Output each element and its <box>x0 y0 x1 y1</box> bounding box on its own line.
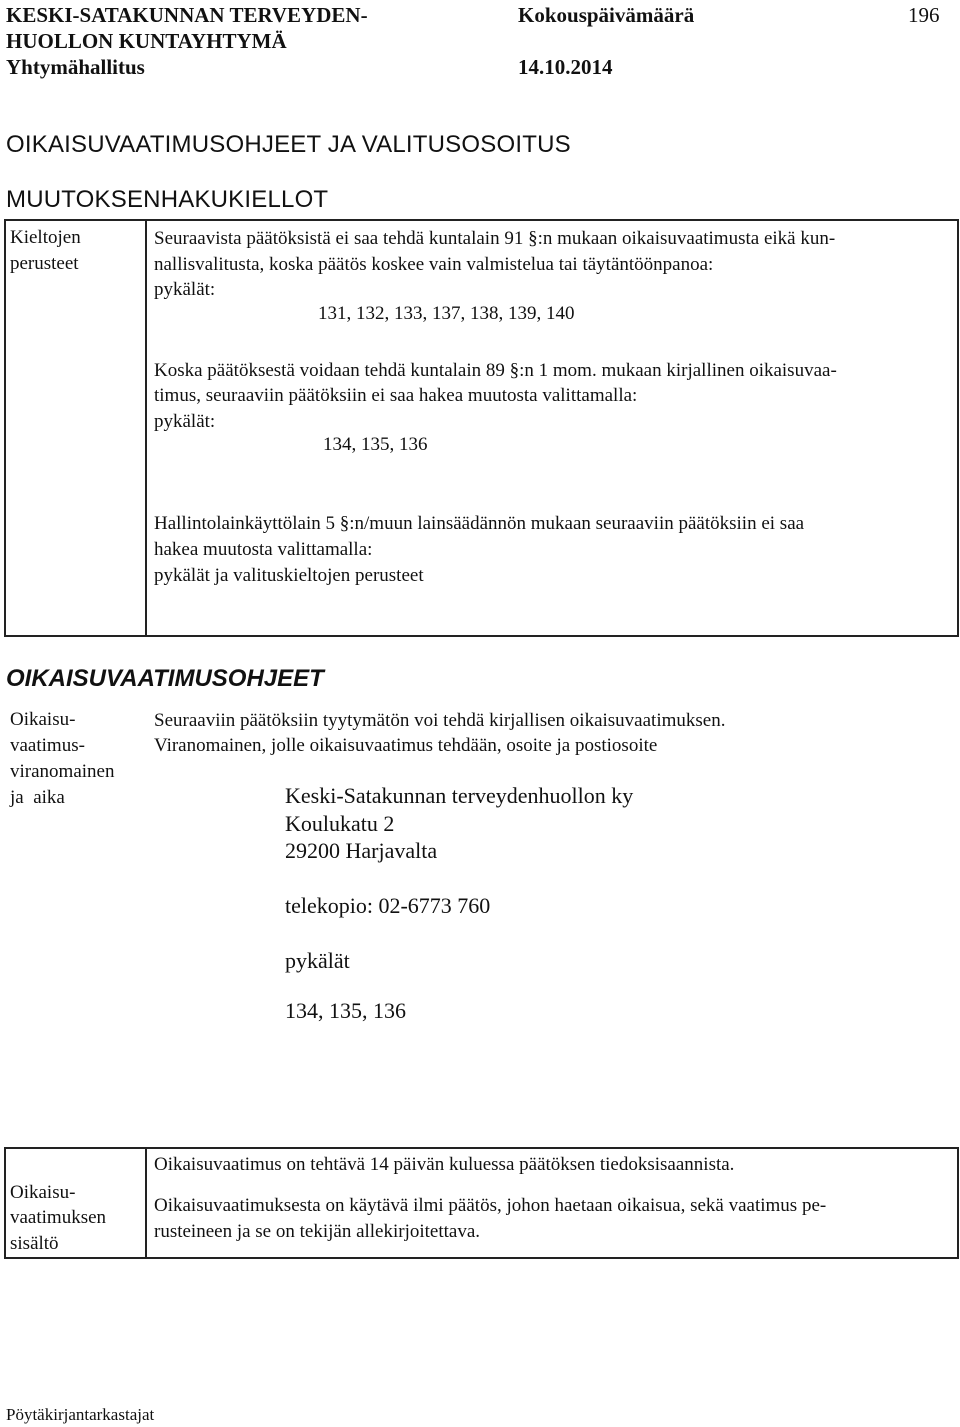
label-viranomainen: viranomainen <box>10 761 115 782</box>
address-postal: 29200 Harjavalta <box>285 838 438 863</box>
main-title: OIKAISUVAATIMUSOHJEET JA VALITUSOSOITUS <box>6 131 571 158</box>
label-kieltojen: Kieltojen <box>10 227 81 248</box>
restriction-p3-line3: pykälät ja valituskieltojen perusteet <box>154 565 424 586</box>
authority-p1-line1: Seuraaviin päätöksiin tyytymätön voi tehdä kirjallisen oikaisuvaatimuksen. <box>154 710 726 731</box>
content-p1: Oikaisuvaatimus on tehtävä 14 päivän kuluessa päätöksen tiedoksisaannista. <box>154 1154 735 1175</box>
page-number: 196 <box>908 3 940 27</box>
authority-pykalat: pykälät <box>285 948 350 973</box>
label-oikaisu: Oikaisu- <box>10 709 76 730</box>
restriction-p2-line1: Koska päätöksestä voidaan tehdä kuntalain 89 §:n 1 mom. mukaan kirjallinen oikaisuvaa- <box>154 360 837 381</box>
restriction-p2-line2: timus, seuraaviin päätöksiin ei saa hakea muutosta valittamalla: <box>154 385 638 406</box>
restrictions-box <box>4 219 959 637</box>
restriction-p1-pykalat: pykälät: <box>154 279 216 300</box>
restriction-p1-line1: Seuraavista päätöksistä ei saa tehdä kuntalain 91 §:n mukaan oikaisuvaatimusta eikä kun- <box>154 228 836 249</box>
org-name-line2: HUOLLON KUNTAYHTYMÄ <box>6 29 287 53</box>
content-p2-line1: Oikaisuvaatimuksesta on käytävä ilmi päätös, johon haetaan oikaisua, sekä vaatimus pe- <box>154 1195 827 1216</box>
restriction-p1-numbers: 131, 132, 133, 137, 138, 139, 140 <box>318 303 575 324</box>
content-p2-line2: rusteineen ja se on tekijän allekirjoitettava. <box>154 1221 481 1242</box>
column-divider <box>145 219 147 637</box>
restriction-p2-pykalat: pykälät: <box>154 411 216 432</box>
address-name: Keski-Satakunnan terveydenhuollon ky <box>285 783 634 808</box>
restriction-p3-line2: hakea muutosta valittamalla: <box>154 539 373 560</box>
label-perusteet: perusteet <box>10 253 79 274</box>
label-vaatimuksen: vaatimuksen <box>10 1207 107 1228</box>
label-sisalto: sisältö <box>10 1233 59 1254</box>
label-ja-aika: ja aika <box>10 787 65 808</box>
restriction-p1-line2: nallisvalitusta, koska päätös koskee vain valmistelua tai täytäntöönpanoa: <box>154 254 714 275</box>
date-value: 14.10.2014 <box>518 55 613 79</box>
label-vaatimus: vaatimus- <box>10 735 85 756</box>
authority-numbers: 134, 135, 136 <box>285 998 406 1023</box>
address-street: Koulukatu 2 <box>285 811 395 836</box>
org-name-line1: KESKI-SATAKUNNAN TERVEYDEN- <box>6 3 368 27</box>
section-title-oikaisuvaatimusohjeet: OIKAISUVAATIMUSOHJEET <box>6 665 324 692</box>
restriction-p3-line1: Hallintolainkäyttölain 5 §:n/muun lainsäädännön mukaan seuraaviin päätöksiin ei saa <box>154 513 805 534</box>
restriction-p2-numbers: 134, 135, 136 <box>323 434 428 455</box>
section-title-muutoksenhakukiellot: MUUTOKSENHAKUKIELLOT <box>6 186 329 213</box>
authority-p1-line2: Viranomainen, jolle oikaisuvaatimus tehdään, osoite ja postiosoite <box>154 735 658 756</box>
content-column-divider <box>145 1147 147 1259</box>
label-oikaisu-2: Oikaisu- <box>10 1182 76 1203</box>
date-label: Kokouspäivämäärä <box>518 3 695 27</box>
footer-text: Pöytäkirjantarkastajat <box>6 1405 155 1424</box>
fax-number: telekopio: 02-6773 760 <box>285 893 491 918</box>
body-name: Yhtymähallitus <box>6 55 145 79</box>
